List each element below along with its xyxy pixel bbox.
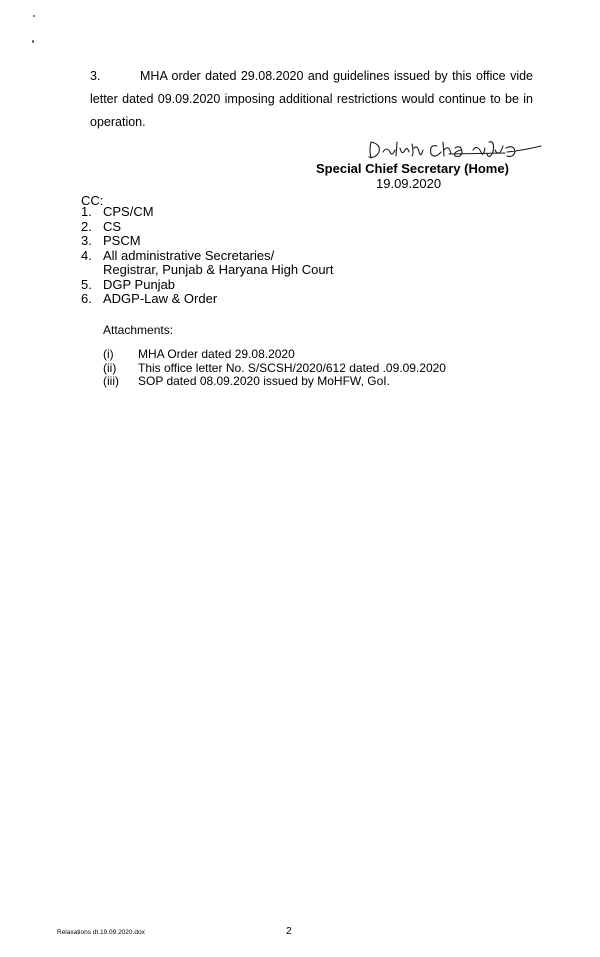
item-number: 1. <box>81 204 92 219</box>
list-item-continuation <box>81 263 334 278</box>
item-number: 3. <box>81 233 92 248</box>
item-number: (iii) <box>103 374 119 388</box>
item-text: ADGP-Law & Order <box>103 291 218 306</box>
list-item <box>81 292 334 307</box>
item-text: DGP Punjab <box>103 276 176 292</box>
list-item <box>81 249 334 264</box>
paragraph-text: MHA order dated 29.08.2020 and guidelines issued by this office vide letter dated 09.09.2020 imposing additional restrictions would continue to be in operation. <box>90 69 533 129</box>
item-number: (i) <box>103 347 114 361</box>
list-item <box>81 205 334 220</box>
item-number: 2. <box>81 218 92 234</box>
list-item <box>81 234 334 249</box>
list-item <box>81 278 334 293</box>
item-text: CPS/CM <box>103 204 154 219</box>
paragraph-number: 3. <box>90 69 101 83</box>
list-item <box>103 348 446 362</box>
signature-date: 19.09.2020 <box>376 176 442 191</box>
footer-filename: Relaxations dt.19.09.2020.dox <box>57 929 145 936</box>
signatory-title: Special Chief Secretary (Home) <box>316 161 509 176</box>
list-item <box>103 375 446 389</box>
attachments-list <box>103 348 446 389</box>
item-number: 6. <box>81 291 92 306</box>
item-text: MHA Order dated 29.08.2020 <box>138 347 295 361</box>
attachments-label: Attachments: <box>103 323 174 337</box>
handwritten-signature <box>365 132 545 162</box>
item-subtext: Registrar, Punjab & Haryana High Court <box>103 262 334 277</box>
scan-speck <box>33 15 35 17</box>
cc-label: CC: <box>81 193 104 208</box>
item-text: All administrative Secretaries/ <box>103 247 275 263</box>
page-number: 2 <box>286 926 292 937</box>
item-number: 4. <box>81 247 92 263</box>
list-item <box>81 220 334 235</box>
item-text: SOP dated 08.09.2020 issued by MoHFW, GoI. <box>138 374 390 388</box>
cc-list <box>81 205 334 307</box>
item-number: 5. <box>81 276 92 292</box>
item-text: PSCM <box>103 233 141 248</box>
list-item <box>103 362 446 376</box>
scan-speck <box>32 40 34 43</box>
paragraph-3 <box>90 65 533 134</box>
item-text: CS <box>103 218 122 234</box>
item-text: This office letter No. S/SCSH/2020/612 dated .09.09.2020 <box>138 360 446 375</box>
item-number: (ii) <box>103 360 117 375</box>
